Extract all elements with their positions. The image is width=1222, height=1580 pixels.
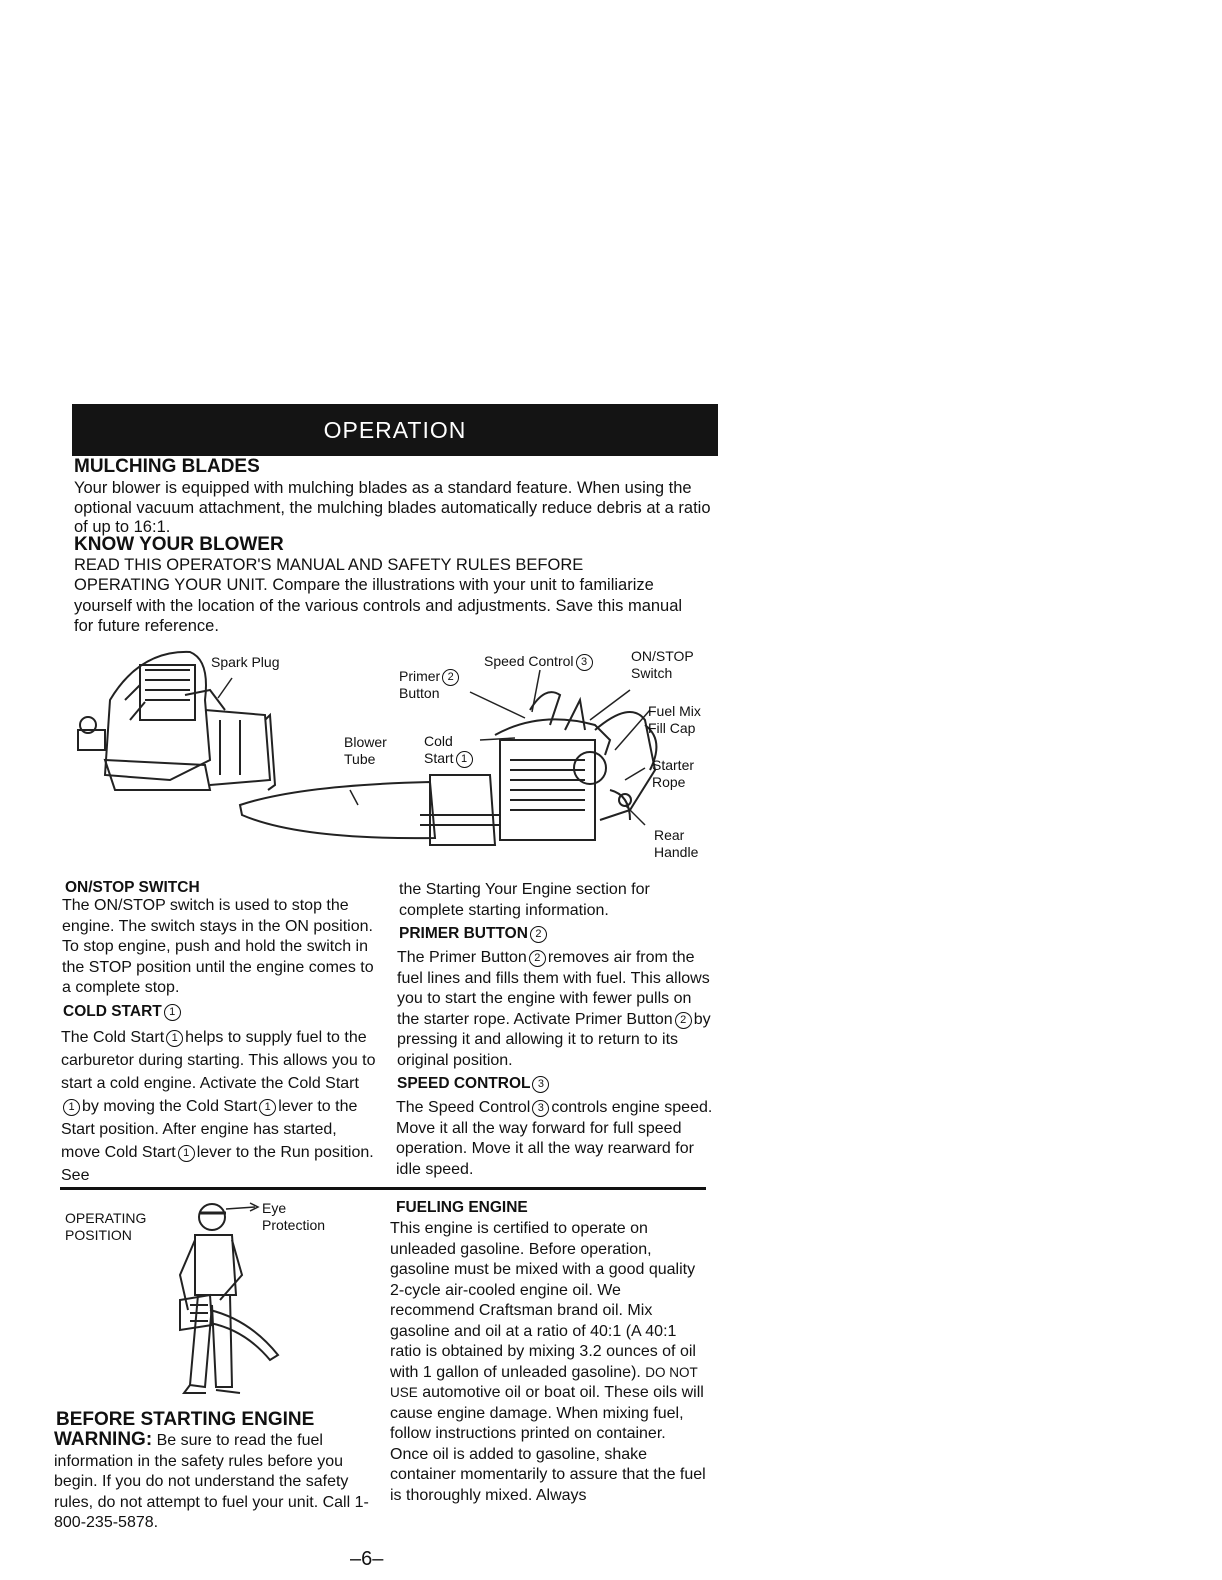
fueling-heading: FUELING ENGINE — [396, 1199, 528, 1216]
warning-text: Be sure to read the fuel information in the safety rules before you begin. If you do not understand the safety rules, do not attempt to fuel your unit. Call 1-800-235-5878. — [54, 1432, 369, 1531]
number-1-icon: 1 — [178, 1145, 195, 1162]
label-cold-line2 — [424, 750, 475, 768]
fueling-caps: DO NOT USE — [390, 1364, 698, 1400]
number-1-icon: 1 — [456, 751, 473, 768]
label-rear-line2: Handle — [654, 844, 699, 860]
blower-diagram — [70, 640, 720, 870]
starting-continuation: the Starting Your Engine section for complete starting information. — [399, 881, 650, 919]
fueling-text-1: This engine is certified to operate on unleaded gasoline. Before operation, gasoline must be mixed with a good quality 2-cycle air-cooled engine oil. We recommend Craftsman brand oil. Mix gasoline and oil at a ratio of 40:1 (A 40:1 ratio is obtained by mixing 3.2 ounces of oil with 1 gallon of unleaded gasoline). — [390, 1220, 696, 1381]
number-1-icon: 1 — [166, 1030, 183, 1047]
number-3-icon: 3 — [532, 1076, 549, 1093]
onstop-heading: ON/STOP SWITCH — [65, 879, 200, 896]
label-cold-line1: Cold — [424, 733, 453, 749]
label-on-stop-line1: ON/STOP — [631, 648, 694, 664]
number-1-icon: 1 — [164, 1004, 181, 1021]
section-divider — [60, 1187, 706, 1190]
section-title: OPERATION — [323, 416, 467, 443]
speed-title: SPEED CONTROL — [397, 1075, 531, 1092]
label-blower-line2: Tube — [344, 751, 376, 767]
primer-text-1: The Primer Button — [397, 949, 527, 966]
label-starter-line1: Starter — [652, 757, 695, 773]
know-line-2: OPERATING YOUR UNIT. Compare the illustrations with your unit to familiarize — [74, 576, 654, 594]
label-rear-handle — [654, 827, 698, 861]
label-spark-plug: Spark Plug — [211, 654, 280, 670]
label-blower-line1: Blower — [344, 734, 387, 750]
label-fuel-mix-cap — [648, 703, 701, 737]
number-1-icon: 1 — [63, 1099, 80, 1116]
operator-figure — [150, 1195, 290, 1400]
operating-line1: OPERATING — [65, 1210, 147, 1226]
number-3-icon: 3 — [532, 1100, 549, 1117]
number-2-icon: 2 — [442, 669, 459, 686]
know-heading: KNOW YOUR BLOWER — [74, 534, 284, 555]
before-starting-heading: BEFORE STARTING ENGINE — [56, 1409, 315, 1430]
cold-start-title: COLD START — [63, 1003, 162, 1020]
eye-line1: Eye — [262, 1200, 287, 1216]
primer-title: PRIMER BUTTON — [399, 925, 528, 942]
number-1-icon: 1 — [259, 1099, 276, 1116]
mulching-heading: MULCHING BLADES — [74, 456, 260, 477]
eye-line2: Protection — [262, 1217, 326, 1233]
cold-text-1: The Cold Start — [61, 1029, 165, 1046]
label-fuel-mix-line1: Fuel Mix — [648, 703, 701, 719]
cold-text-5: lever to the Run position. See — [61, 1144, 374, 1184]
speed-text-2: controls engine speed. Move it all the way forward for full speed operation. Move it all the way rearward for idle speed. — [396, 1099, 713, 1178]
speed-heading — [397, 1075, 551, 1093]
label-blower-tube — [344, 734, 387, 768]
page-number: –6– — [350, 1548, 384, 1570]
primer-text-3: by pressing it and allowing it to return to its original position. — [397, 1010, 711, 1069]
onstop-body: The ON/STOP switch is used to stop the engine. The switch stays in the ON position. To stop engine, push and hold the switch in the STOP position until the engine comes to a complete stop. — [62, 897, 374, 996]
primer-body — [397, 948, 715, 1071]
know-caps-line: READ THIS OPERATOR'S MANUAL AND SAFETY RULES BEFORE — [74, 556, 584, 574]
label-speed-text: Speed Control — [484, 653, 574, 669]
label-starter-rope — [652, 757, 694, 791]
label-rear-line1: Rear — [654, 827, 685, 843]
label-primer-line1: Primer — [399, 668, 441, 684]
label-speed-control — [484, 653, 595, 671]
cold-start-heading — [63, 1003, 183, 1021]
primer-heading — [399, 925, 549, 943]
section-banner — [72, 404, 718, 456]
speed-body — [396, 1098, 716, 1180]
cold-text-2: helps to supply fuel to the carburetor during starting. This allows you to start a cold engine. Activate the Cold Start — [61, 1029, 376, 1092]
cold-text-4: lever to the Start position. After engine has started, move Cold Start — [61, 1098, 358, 1161]
mulching-body: Your blower is equipped with mulching blades as a standard feature. When using the optional vacuum attachment, the mulching blades automatically reduce debris at a ratio of up to 16:1. — [74, 479, 711, 536]
operating-line2: POSITION — [65, 1227, 132, 1243]
label-primer-line2: Button — [399, 685, 440, 701]
operating-position-label — [65, 1210, 146, 1244]
before-starting-body — [54, 1430, 372, 1534]
label-on-stop-line2: Switch — [631, 665, 673, 681]
label-fuel-mix-line2: Fill Cap — [648, 720, 696, 736]
label-cold-start — [424, 733, 475, 768]
main-blower-illustration — [240, 692, 656, 845]
label-primer-button — [399, 669, 461, 700]
fueling-text-2: automotive oil or boat oil. These oils will cause engine damage. When mixing fuel, follow instructions printed on container. Once oil is added to gasoline, shake container momentarily to assure that the fuel is thoroughly mixed. Always — [390, 1384, 706, 1504]
speed-text-1: The Speed Control — [396, 1099, 531, 1116]
cold-text-3: by moving the Cold Start — [82, 1098, 258, 1115]
number-3-icon: 3 — [576, 654, 593, 671]
cold-start-body — [61, 1026, 379, 1187]
number-2-icon: 2 — [675, 1012, 692, 1029]
label-starter-line2: Rope — [652, 774, 686, 790]
warning-label: WARNING: — [54, 1429, 153, 1450]
label-cold-text: Start — [424, 750, 454, 766]
side-view-blower-illustration — [78, 652, 275, 790]
primer-text-2: removes air from the fuel lines and fills them with fuel. This allows you to start the engine with fewer pulls on the starter rope. Activate Primer Button — [397, 949, 710, 1028]
number-2-icon: 2 — [530, 926, 547, 943]
fueling-body — [390, 1219, 708, 1506]
label-on-stop-switch — [631, 648, 694, 682]
number-2-icon: 2 — [529, 950, 546, 967]
know-body: yourself with the location of the various controls and adjustments. Save this manual for future reference. — [74, 597, 683, 635]
